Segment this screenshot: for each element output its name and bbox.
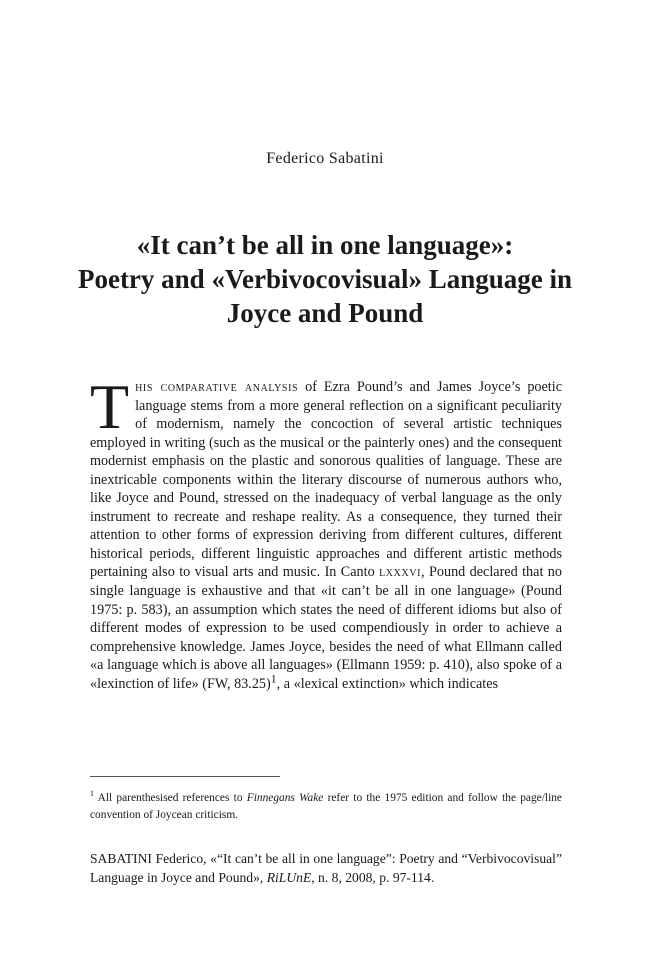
- body-text-part-3: , a «lexical extinction» which indicates: [276, 675, 499, 692]
- footnote-text-after: refer to the 1975 edition and follow the page/line convention of Joycean criticism.: [90, 792, 562, 821]
- footnote: [90, 790, 562, 824]
- citation-text-after: , n. 8, 2008, p. 97-114.: [311, 869, 435, 885]
- footnote-reference[interactable]: 1: [270, 671, 277, 686]
- canto-number: lxxxvi: [379, 564, 422, 581]
- article-title: [70, 228, 580, 330]
- title-line-1: «It can’t be all in one language»:: [136, 230, 514, 260]
- title-line-2: Poetry and «Verbivocovisual» Language in: [77, 264, 573, 294]
- citation-journal: RiLUnE: [266, 869, 312, 885]
- footnote-number: 1: [90, 789, 94, 799]
- drop-cap: T: [90, 371, 130, 442]
- footnote-text-before: All parenthesised references to: [94, 792, 247, 804]
- author-name: Federico Sabatini: [266, 150, 384, 167]
- footnote-book-title: Finnegans Wake: [246, 792, 324, 804]
- citation: [90, 850, 562, 887]
- citation-text-before: SABATINI Federico, «“It can’t be all in one language”: Poetry and “Verbivocovisual” Language in Joyce and Pound»,: [90, 851, 562, 885]
- body-paragraph: [90, 371, 562, 693]
- footnote-divider: [90, 776, 280, 777]
- body-text-part-2: , Pound declared that no single language is exhaustive and that «it can’t be all in one language» (Pound 1975: p. 583), an assumption which states the need of different idioms but also of different modes of expression to be used compendiously in order to achieve a comprehensive knowledge. James Joyce, besides the need of what Ellmann called «a language which is above all languages» (Ellmann 1959: p. 410), also spoke of a «lexinction of life» (FW, 83.25): [90, 564, 562, 692]
- opening-smallcaps: his comparative analysis: [135, 379, 299, 395]
- body-text-part-1: of Ezra Pound’s and James Joyce’s poetic language stems from a more general reflection on a significant peculiarity of modernism, namely the concoction of several artistic techniques employed in writing (such as the musical or the painterly ones) and the consequent modernist emphasis on the plastic and sonorous qualities of language. These are inextricable components within the literary discourse of numerous authors who, like Joyce and Pound, stressed on the inadequacy of verbal language as the only instrument to recreate and reshape reality. As a consequence, they turned their attention to other forms of expression deriving from different cultures, different historical periods, different linguistic approaches and different artistic methods pertaining also to visual arts and music. In Canto: [90, 379, 562, 581]
- title-line-3: Joyce and Pound: [226, 298, 424, 328]
